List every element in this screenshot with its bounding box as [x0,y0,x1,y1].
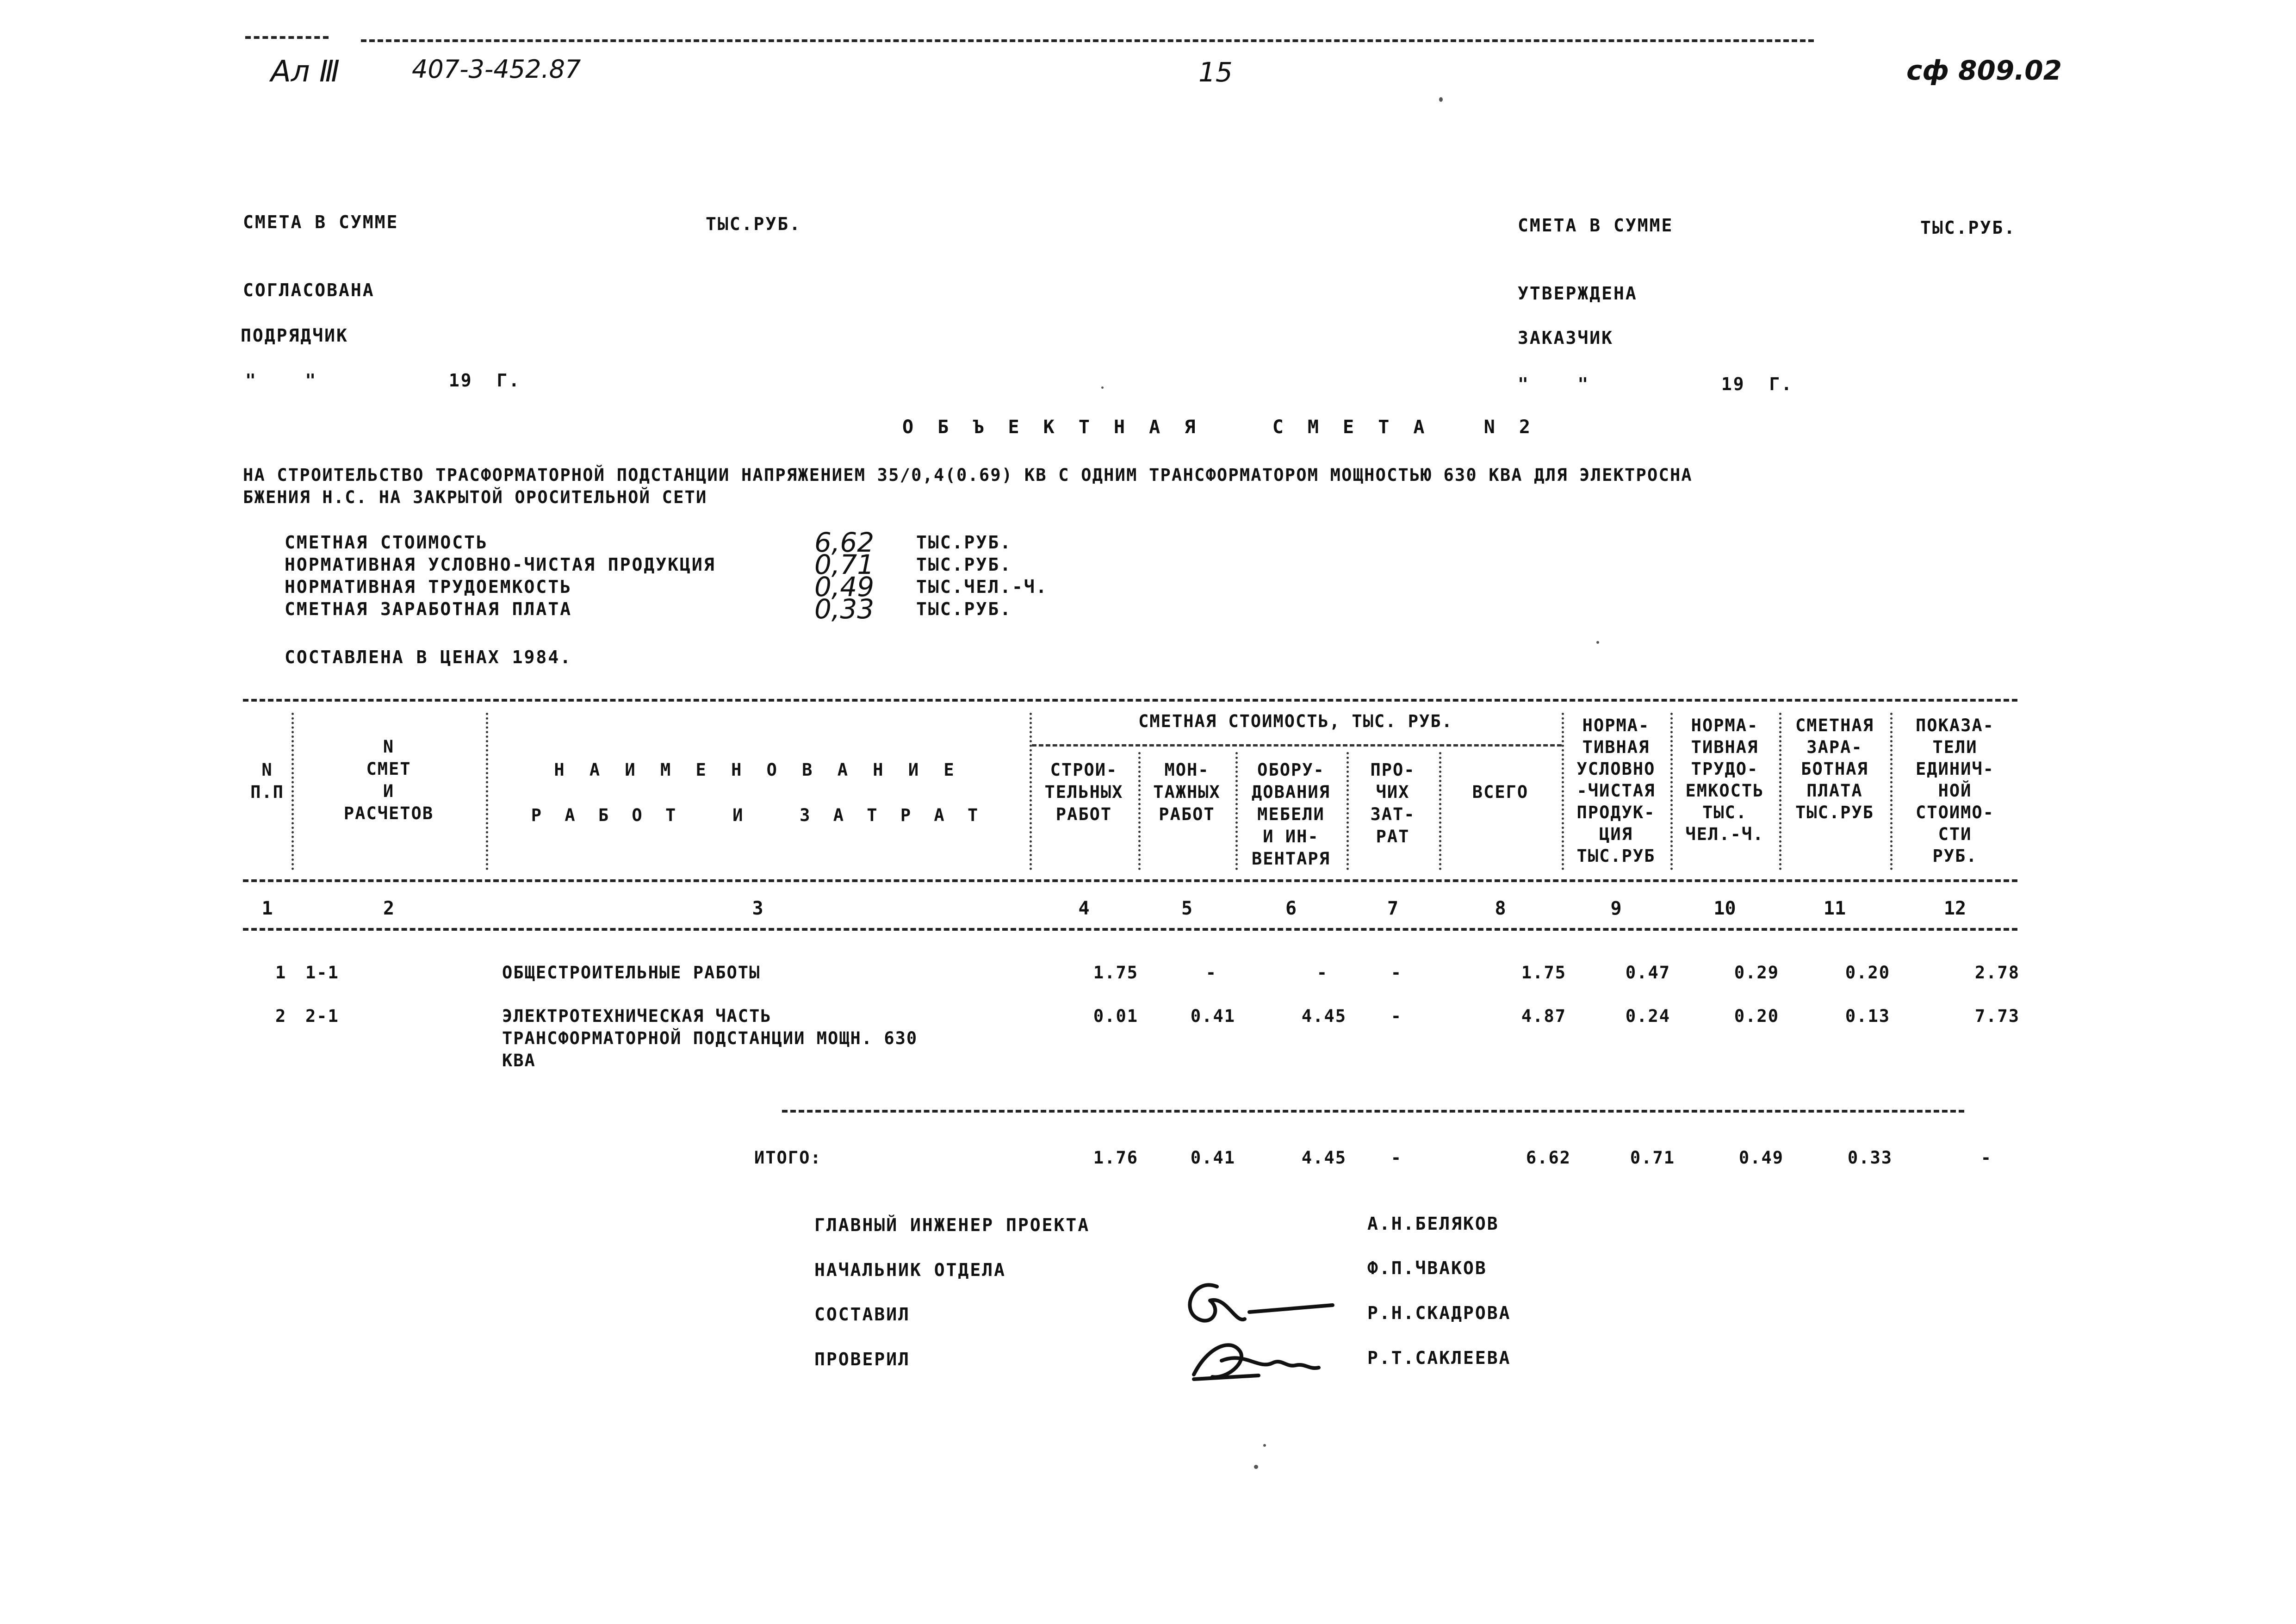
signature-name: Р.Т.САКЛЕЕВА [1367,1348,1511,1368]
total-wages: 0.33 [1847,1148,1893,1168]
scan-speck [1254,1465,1258,1469]
top-rule [361,39,1814,42]
top-rule [245,36,329,39]
column-separator [486,713,488,870]
total-net-product: 0.71 [1630,1148,1675,1168]
header-col-4: СТРОИ- ТЕЛЬНЫХ РАБОТ [1044,760,1123,824]
summary-unit: ТЫС.РУБ. [916,532,1012,553]
customer-label: ЗАКАЗЧИК [1518,328,1614,348]
approved-label: УТВЕРЖДЕНА [1518,283,1638,304]
row-unit-cost: 2.78 [1974,963,2020,983]
total-equipment: 4.45 [1301,1148,1347,1168]
row-net-product: 0.47 [1625,963,1670,983]
row-equipment: 4.45 [1301,1006,1347,1026]
total-sum: 6.62 [1526,1148,1571,1168]
header-col-6: ОБОРУ- ДОВАНИЯ МЕБЕЛИ И ИН- ВЕНТАРЯ [1252,760,1330,869]
column-number: 5 [1181,898,1193,919]
signature-role: НАЧАЛЬНИК ОТДЕЛА [814,1260,1006,1280]
summary-value: 0,71 [814,549,875,580]
summary-label: НОРМАТИВНАЯ УСЛОВНО-ЧИСТАЯ ПРОДУКЦИЯ [285,554,716,575]
column-numbers-rule [243,928,2017,931]
column-number: 10 [1713,898,1736,919]
row-estimate: 2-1 [305,1006,339,1026]
column-number: 3 [752,898,763,919]
row-name: ОБЩЕСТРОИТЕЛЬНЫЕ РАБОТЫ [502,963,761,983]
table-top-rule [243,699,2017,702]
row-total: 4.87 [1521,1006,1566,1026]
column-number: 1 [261,898,273,919]
signature-name: Р.Н.СКАДРОВА [1367,1303,1511,1323]
signature-role: ПРОВЕРИЛ [814,1349,911,1369]
header-bottom-rule [243,879,2017,882]
prices-note: СОСТАВЛЕНА В ЦЕНАХ 1984. [285,647,572,667]
row-equipment: - [1316,963,1328,983]
description-line-2: БЖЕНИЯ Н.С. НА ЗАКРЫТОЙ ОРОСИТЕЛЬНОЙ СЕТИ [243,487,707,507]
description-line-1: НА СТРОИТЕЛЬСТВО ТРАСФОРМАТОРНОЙ ПОДСТАНЦИИ НАПРЯЖЕНИЕМ 35/0,4(0.69) КВ С ОДНИМ ТРАНСФОРМАТОРОМ МОЩНОСТЬЮ 630 КВА ДЛЯ ЭЛЕКТРОСНА [243,465,1693,485]
row-labor: 0.20 [1734,1006,1779,1026]
cost-group-rule [1032,744,1562,747]
row-construction: 1.75 [1093,963,1138,983]
cost-group-header: СМЕТНАЯ СТОИМОСТЬ, ТЫС. РУБ. [1138,711,1453,731]
column-number: 2 [383,898,395,919]
scan-speck [1596,641,1599,644]
summary-value: 6,62 [814,527,875,558]
summary-value: 0,33 [814,593,875,625]
header-col-2: N СМЕТ И РАСЧЕТОВ [343,737,434,823]
column-number: 6 [1285,898,1297,919]
signature-name: А.Н.БЕЛЯКОВ [1367,1213,1499,1234]
right-sum-unit: ТЫС.РУБ. [1920,218,2017,238]
handwritten-signature [1166,1268,1360,1398]
sheet-code: сф 809.02 [1906,55,2062,86]
right-date: " " 19 Г. [1518,374,1793,394]
summary-value: 0,49 [814,571,875,603]
total-label: ИТОГО: [754,1148,822,1168]
column-number: 8 [1495,898,1506,919]
signature-role: СОСТАВИЛ [814,1304,911,1325]
row-number: 2 [275,1006,287,1026]
signature-role: ГЛАВНЫЙ ИНЖЕНЕР ПРОЕКТА [814,1215,1090,1235]
row-unit-cost: 7.73 [1974,1006,2020,1026]
column-number: 7 [1387,898,1399,919]
summary-label: НОРМАТИВНАЯ ТРУДОЕМКОСТЬ [285,577,572,597]
total-other: - [1390,1148,1402,1168]
column-separator [1439,752,1441,870]
page-number: 15 [1198,56,1233,88]
summary-label: СМЕТНАЯ ЗАРАБОТНАЯ ПЛАТА [285,599,572,619]
row-wages: 0.20 [1845,963,1890,983]
total-installation: 0.41 [1190,1148,1235,1168]
column-number: 11 [1823,898,1846,919]
summary-unit: ТЫС.ЧЕЛ.-Ч. [916,577,1048,597]
signature-name: Ф.П.ЧВАКОВ [1367,1258,1487,1278]
header-col-3-line-2: Р А Б О Т И З А Т Р А Т [531,805,985,825]
header-col-3-line-1: Н А И М Е Н О В А Н И Е [554,760,962,780]
column-number: 4 [1078,898,1090,919]
header-col-7: ПРО- ЧИХ ЗАТ- РАТ [1370,760,1415,846]
row-installation: 0.41 [1190,1006,1235,1026]
total-labor: 0.49 [1738,1148,1784,1168]
left-sum-unit: ТЫС.РУБ. [706,214,802,234]
row-other: - [1390,1006,1402,1026]
row-name: ЭЛЕКТРОТЕХНИЧЕСКАЯ ЧАСТЬ ТРАНСФОРМАТОРНОЙ ПОДСТАНЦИИ МОЩН. 630 КВА [502,1006,918,1070]
row-total: 1.75 [1521,963,1566,983]
right-sum-label: СМЕТА В СУММЕ [1518,215,1674,236]
summary-label: СМЕТНАЯ СТОИМОСТЬ [285,532,488,553]
row-labor: 0.29 [1734,963,1779,983]
row-other: - [1390,963,1402,983]
agreed-label: СОГЛАСОВАНА [243,280,375,300]
scan-speck [1439,97,1443,102]
row-net-product: 0.24 [1625,1006,1670,1026]
left-date: " " 19 Г. [245,370,521,391]
scan-speck [1101,386,1104,389]
project-code: 407-3-452.87 [412,55,581,84]
header-col-11: СМЕТНАЯ ЗАРА- БОТНАЯ ПЛАТА ТЫС.РУБ [1795,716,1874,822]
header-col-1: N П.П [250,760,284,802]
header-col-5: МОН- ТАЖНЫХ РАБОТ [1153,760,1221,824]
scan-speck [1263,1444,1266,1447]
total-construction: 1.76 [1093,1148,1138,1168]
summary-unit: ТЫС.РУБ. [916,554,1012,575]
header-col-9: НОРМА- ТИВНАЯ УСЛОВНО -ЧИСТАЯ ПРОДУК- ЦИЯ ТЫС.РУБ [1576,716,1656,866]
series-mark: Ал Ⅲ [271,55,340,89]
row-construction: 0.01 [1093,1006,1138,1026]
row-installation: - [1205,963,1217,983]
header-col-8: ВСЕГО [1472,782,1529,802]
row-estimate: 1-1 [305,963,339,983]
row-wages: 0.13 [1845,1006,1890,1026]
total-unit-cost: - [1980,1148,1992,1168]
contractor-label: ПОДРЯДЧИК [241,325,348,346]
column-number: 9 [1610,898,1622,919]
document-title: О Б Ъ Е К Т Н А Я С М Е Т А N 2 [902,417,1537,438]
header-col-12: ПОКАЗА- ТЕЛИ ЕДИНИЧ- НОЙ СТОИМО- СТИ РУБ. [1916,716,1994,866]
column-number: 12 [1943,898,1967,919]
left-sum-label: СМЕТА В СУММЕ [243,212,399,232]
row-number: 1 [275,963,287,983]
total-rule [782,1110,1964,1113]
header-col-10: НОРМА- ТИВНАЯ ТРУДО- ЕМКОСТЬ ТЫС. ЧЕЛ.-Ч. [1685,716,1764,844]
summary-unit: ТЫС.РУБ. [916,599,1012,619]
